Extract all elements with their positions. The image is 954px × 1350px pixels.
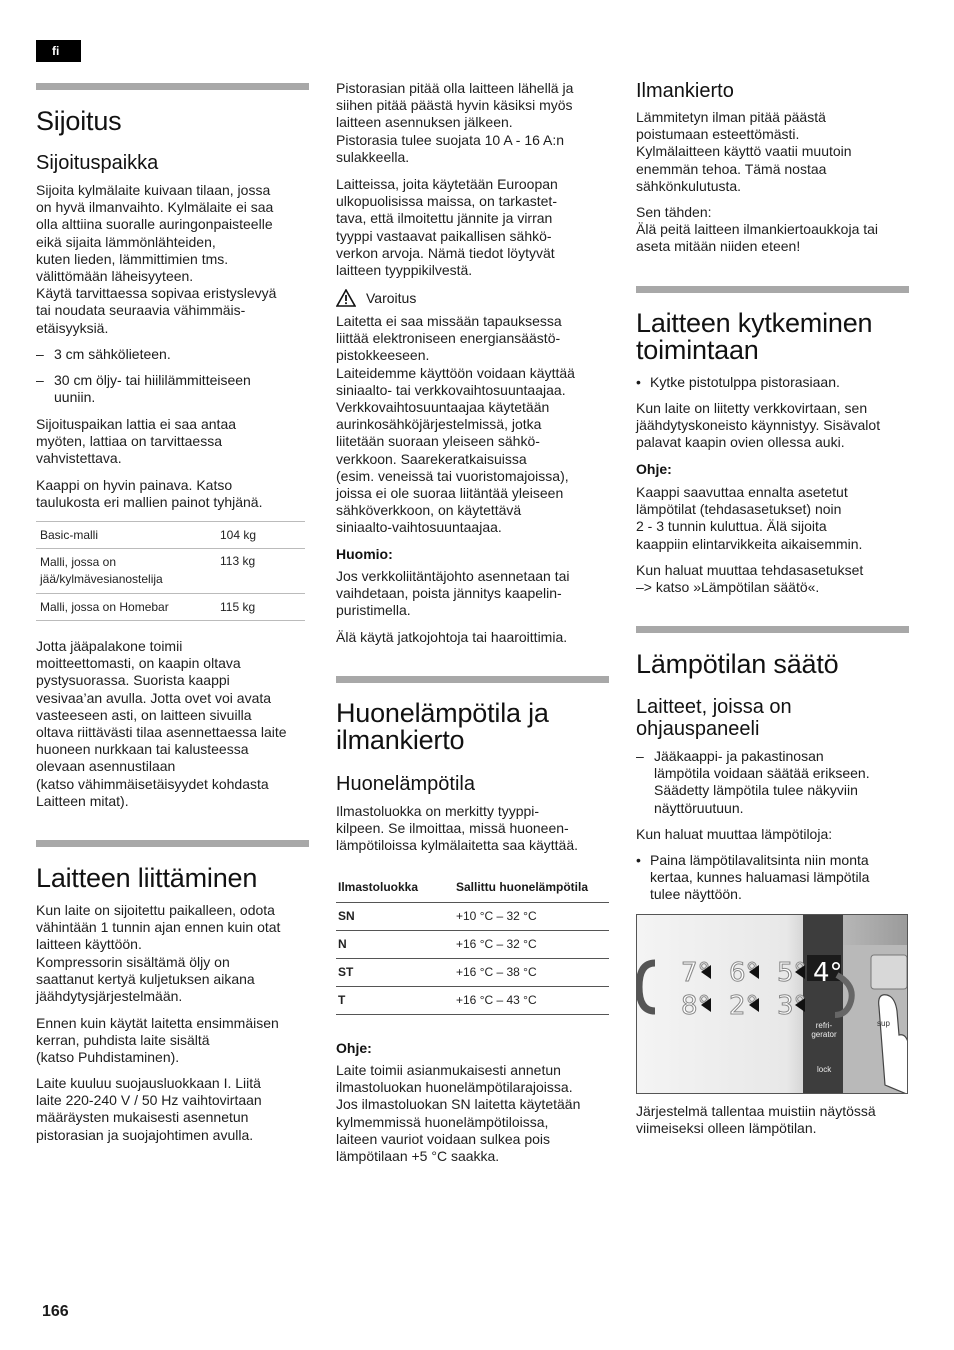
note-label: Huomio: — [336, 546, 393, 562]
arrow-left-icon — [795, 965, 805, 979]
heading-huonelampotila: Huonelämpötila — [336, 773, 475, 795]
model-cell: Basic-malli — [40, 528, 99, 542]
dash-list-item: – Jääkaappi- ja pakastinosan lämpötila voidaan säätää erikseen. Säädetty lämpötila tulee näkyviin näyttöruutuun. — [636, 748, 870, 816]
weight-cell: 113 kg — [220, 554, 256, 568]
heading-laitteen-liittaminen: Laitteen liittäminen — [36, 863, 258, 893]
temperature-value: 6° — [729, 958, 759, 988]
temperature-range-cell: +16 °C – 32 °C — [456, 936, 537, 951]
dash-list-item: – 3 cm sähkölieteen. — [36, 346, 171, 362]
paragraph: Ilmastoluokka on merkitty tyyppi- kilpeen. Se ilmoittaa, missä huoneen- lämpötiloissa kylmälaitetta saa käyttää. — [336, 803, 578, 854]
paragraph: Kaappi saavuttaa ennalta asetetut lämpötilat (tehdasasetukset) noin 2 - 3 tunnin kuluttua. Älä sijoita kaappiin elintarvikkeita aikaisemmin. — [636, 484, 863, 552]
super-button-label[interactable]: sup — [877, 1019, 890, 1028]
column-header: Ilmastoluokka — [338, 879, 419, 894]
section-divider — [336, 676, 609, 683]
arrow-left-icon — [749, 965, 759, 979]
climate-class-table — [336, 872, 609, 1015]
heading-laitteet-ohjauspaneeli: Laitteet, joissa on ohjauspaneeli — [636, 696, 792, 740]
control-panel-drawing — [637, 915, 908, 1094]
paragraph: Kaappi on hyvin painava. Katso taulukosta eri mallien painot tyhjänä. — [36, 477, 263, 511]
paragraph: Sijoita kylmälaite kuivaan tilaan, jossa on hyvä ilmanvaihto. Kylmälaite ei saa olla alttiina suoralle auringonpaisteelle eikä sijaita lämmönlähteiden, kuten lieden, lämmittimien tms. välittömään läheisyyteen. Käytä tarvittaessa sopivaa eristyslevyä tai noudata seuraavia vähimmäis- etäisyyksiä. — [36, 182, 277, 336]
table-row — [336, 930, 609, 958]
table-row — [36, 594, 305, 621]
temperature-value: 8° — [681, 991, 711, 1021]
paragraph: Ennen kuin käytät laitetta ensimmäisen kerran, puhdista laite sisältä (katso Puhdistaminen). — [36, 1015, 279, 1066]
paragraph: Laite toimii asianmukaisesti annetun ilmastoluokan huonelämpötilarajoissa. Jos ilmastoluokan SN laitetta käytetään kylmemmissä huonelämpötiloissa, laiteen vauriot voidaan sulkea pois lämpötilaan +5 °C saakka. — [336, 1062, 581, 1165]
weight-cell: 115 kg — [220, 600, 256, 614]
temperature-value: 2° — [729, 991, 759, 1021]
heading-sijoituspaikka: Sijoituspaikka — [36, 152, 159, 174]
heading-sijoitus: Sijoitus — [36, 106, 122, 136]
heading-ilmankierto: Ilmankierto — [636, 80, 734, 102]
paragraph: Jos verkkoliitäntäjohto asennetaan tai vaihdetaan, poista jännitys kaapelin- puristimella. — [336, 568, 570, 619]
section-divider — [636, 626, 909, 633]
column-header: Sallittu huonelämpötila — [456, 879, 589, 894]
temperature-range-cell: +16 °C – 43 °C — [456, 992, 537, 1007]
heading-laitteen-kytkeminen-toimintaan: Laitteen kytkeminen toimintaan — [636, 308, 873, 365]
model-cell: Malli, jossa on jää/kylmävesianostelija — [40, 555, 163, 586]
dash-list-item: – 30 cm öljy- tai hiililämmitteiseen uuniin. — [36, 372, 251, 406]
control-panel-illustration — [636, 914, 908, 1094]
warning-label: Varoitus — [366, 290, 417, 306]
table-row — [36, 549, 305, 594]
weight-cell: 104 kg — [220, 528, 257, 542]
heading-huonelampotila-ja-ilmankierto: Huonelämpötila ja ilmankierto — [336, 698, 549, 755]
arrow-left-icon — [749, 998, 759, 1012]
paragraph: Jotta jääpalakone toimii moitteettomasti, on kaapin oltava pystysuorassa. Suorista kaappi vesivaa’an avulla. Jotta ovet voi avata vasteeseen asti, on laitteen sivuilla oltava riittävästi tilaa asennettaessa laite huoneen nurkkaan tai kalusteessa olevaan asennustilaan (katso vähimmäisetäisyydet kohdasta Laitteen mitat). — [36, 638, 287, 809]
paragraph: Kun laite on sijoitettu paikalleen, odota vähintään 1 tunnin ajan ennen kuin otat laitteen käyttöön. Kompressorin sisältämä öljy on saattanut kertyä kuljetuksen aikana jäähdytysjärjestelmään. — [36, 902, 281, 1005]
note-label: Ohje: — [336, 1040, 372, 1056]
paragraph: Järjestelmä tallentaa muistiin näytössä viimeiseksi olleen lämpötilan. — [636, 1103, 876, 1137]
paragraph: Kun haluat muuttaa tehdasasetukset –> katso »Lämpötilan säätö«. — [636, 562, 864, 596]
page-number: 166 — [42, 1303, 69, 1320]
arrow-left-icon — [701, 998, 711, 1012]
temperature-value: 3° — [777, 991, 807, 1021]
section-divider — [636, 286, 909, 293]
paragraph: Laite kuuluu suojausluokkaan I. Liitä laite 220-240 V / 50 Hz vaihtovirtaan määräysten mukaisesti asennetun pistorasian ja suojajohtimen avulla. — [36, 1075, 262, 1143]
paragraph: Laitteissa, joita käytetään Euroopan ulkopuolisissa maissa, on tarkastet- tava, että ilmoitettu jännite ja virran tyyppi vastaavat paikallisen sähkö- verkon arvoja. Nämä tiedot löytyvät laitteen tyyppikilvestä. — [336, 176, 558, 279]
climate-class-cell: SN — [338, 908, 355, 923]
model-cell: Malli, jossa on Homebar — [40, 600, 169, 614]
table-row — [336, 986, 609, 1014]
paragraph: Sijoituspaikan lattia ei saa antaa myöten, lattiaa on tarvittaessa vahvistettava. — [36, 416, 237, 467]
paragraph: Laitetta ei saa missään tapauksessa liittää elektroniseen energiansäästö- pistokkeeseen. Laiteidemme käyttöön voidaan käyttää siniaalto- tai verkkovaihtosuuntaajaa. Verkkovaihtosuuntaajaa käytetään aurinkosähköjärjestelmissä, jotka liitetään suoraan yleiseen sähkö- verkkoon. Saarekeratkaisuissa (esim. veneissä tai vuoristomajoissa), joissa ei ole suoraa liitäntää yleiseen sähköverkkoon, on käytettävä siniaalto-vaihtosuuntaajaa. — [336, 313, 575, 536]
paragraph: Kun laite on liitetty verkkovirtaan, sen jäähdytyskoneisto käynnistyy. Sisävalot palavat kaapin ovien ollessa auki. — [636, 400, 881, 451]
note-label: Ohje: — [636, 461, 672, 477]
table-row — [336, 902, 609, 930]
climate-class-cell: T — [338, 992, 346, 1007]
section-divider — [36, 840, 309, 847]
table-row — [336, 958, 609, 986]
temperature-value: 5° — [777, 958, 807, 988]
warning-icon — [336, 289, 356, 307]
arrow-left-icon — [701, 965, 711, 979]
refrigerator-button-label[interactable]: refri- gerator — [811, 1021, 837, 1039]
arrow-left-icon — [795, 998, 805, 1012]
language-tag: fi — [36, 40, 81, 62]
table-row — [36, 522, 305, 549]
paragraph: Kun haluat muuttaa lämpötiloja: — [636, 826, 833, 842]
lock-button-label[interactable]: lock — [817, 1065, 832, 1074]
climate-class-cell: N — [338, 936, 347, 951]
table-header-row — [336, 872, 609, 902]
heading-lampotilan-saato: Lämpötilan säätö — [636, 649, 839, 679]
paragraph: Pistorasian pitää olla laitteen lähellä ja siihen pitää päästä hyvin käsiksi myös laitteen asennuksen jälkeen. Pistorasia tulee suojata 10 A - 16 A:n sulakkeella. — [336, 80, 574, 165]
paragraph: Lämmitetyn ilman pitää päästä poistumaan esteettömästi. Kylmälaitteen käyttö vaatii muutoin enemmän tehoa. Tämä nostaa sähkönkulutusta. — [636, 109, 852, 194]
weight-table — [36, 521, 305, 621]
temperature-value: 7° — [681, 958, 711, 988]
section-divider — [36, 83, 309, 90]
bullet-list-item: • Paina lämpötilavalitsinta niin monta kertaa, kunnes haluamasi lämpötila tulee näyttöön. — [636, 852, 870, 903]
paragraph: Sen tähden: Älä peitä laitteen ilmankiertoaukkoja tai aseta mitään niiden eteen! — [636, 204, 879, 255]
climate-class-cell: ST — [338, 964, 354, 979]
temperature-range-cell: +10 °C – 32 °C — [456, 908, 537, 923]
temperature-range-cell: +16 °C – 38 °C — [456, 964, 537, 979]
paragraph: Älä käytä jatkojohtoja tai haaroittimia. — [336, 629, 568, 645]
temperature-value: 4° — [813, 958, 843, 988]
bullet-list-item: • Kytke pistotulppa pistorasiaan. — [636, 374, 840, 390]
